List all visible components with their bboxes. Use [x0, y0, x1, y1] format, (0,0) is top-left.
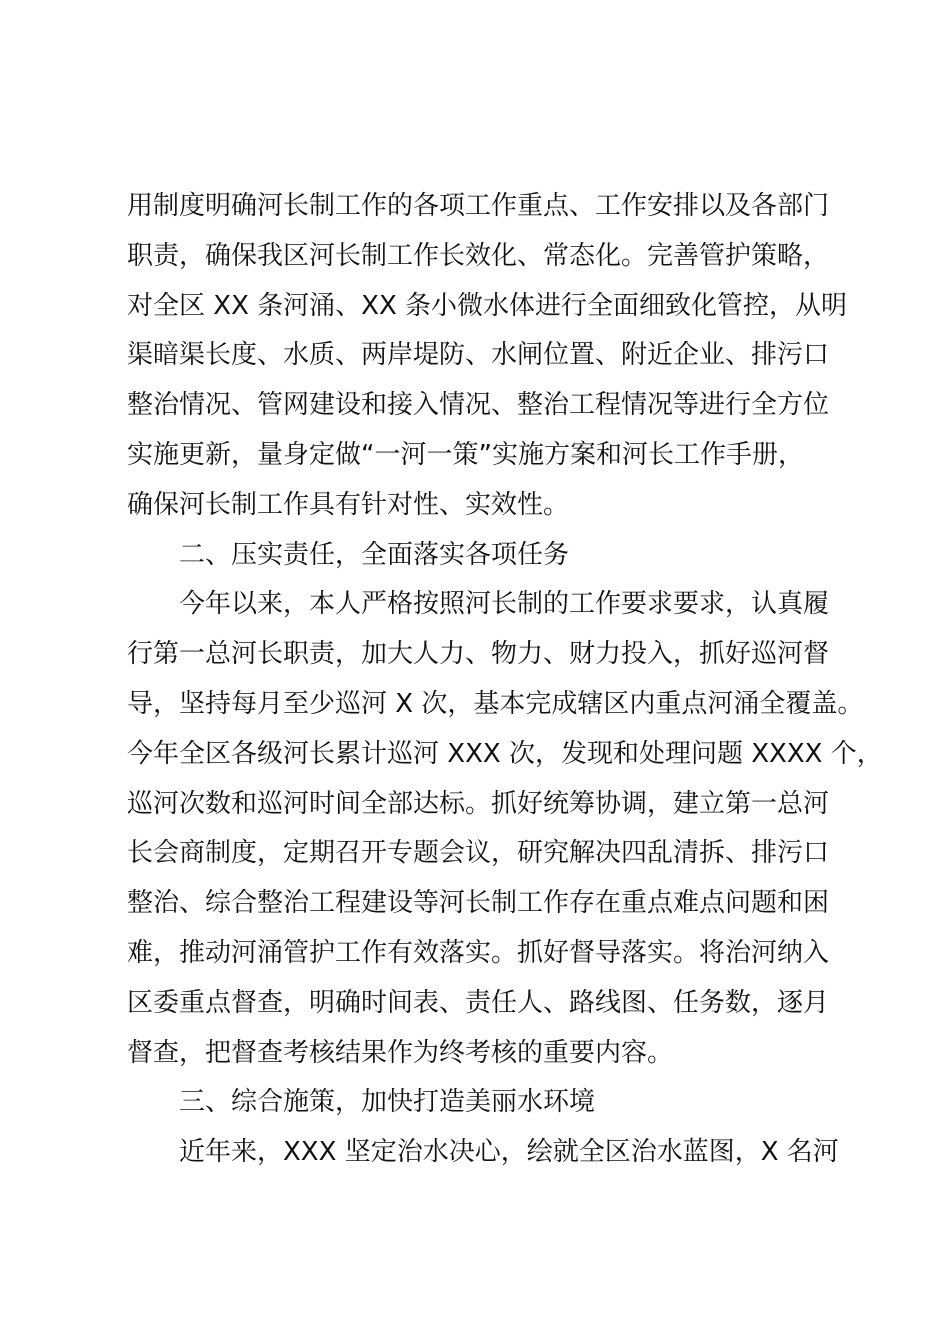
- text-line: 长会商制度，定期召开专题会议，研究解决四乱清拆、排污口: [127, 838, 830, 869]
- text-line: 整治、综合整治工程建设等河长制工作存在重点难点问题和困: [127, 888, 830, 919]
- text-line: 职责，确保我区河长制工作长效化、常态化。完善管护策略，: [127, 240, 830, 271]
- text-line: 巡河次数和巡河时间全部达标。抓好统筹协调，建立第一总河: [127, 788, 830, 819]
- text-line: 对全区 XX 条河涌、XX 条小微水体进行全面细致化管控，从明: [127, 290, 848, 321]
- text-line: 近年来，XXX 坚定治水决心，绘就全区治水蓝图，X 名河: [179, 1137, 839, 1168]
- text-line: 难，推动河涌管护工作有效落实。抓好督导落实。将治河纳入: [127, 937, 830, 968]
- text-line: 今年全区各级河长累计巡河 XXX 次，发现和处理问题 XXXX 个，: [127, 738, 883, 769]
- text-line: 用制度明确河长制工作的各项工作重点、工作安排以及各部门: [127, 191, 830, 221]
- text-line: 区委重点督查，明确时间表、责任人、路线图、任务数，逐月: [127, 987, 830, 1018]
- text-line: 督查，把督查考核结果作为终考核的重要内容。: [127, 1037, 674, 1068]
- text-line: 行第一总河长职责，加大人力、物力、财力投入，抓好巡河督: [127, 639, 830, 670]
- text-line: 整治情况、管网建设和接入情况、整治工程情况等进行全方位: [127, 390, 830, 421]
- text-line: 实施更新，量身定做“一河一策”实施方案和河长工作手册，: [127, 439, 804, 470]
- text-line: 渠暗渠长度、水质、两岸堤防、水闸位置、附近企业、排污口: [127, 340, 830, 371]
- text-line: 确保河长制工作具有针对性、实效性。: [127, 489, 570, 520]
- text-line: 二、压实责任，全面落实各项任务: [179, 539, 570, 570]
- document-body: [127, 182, 883, 1178]
- text-line: 三、综合施策，加快打造美丽水环境: [179, 1087, 596, 1118]
- text-line: 今年以来，本人严格按照河长制的工作要求要求，认真履: [179, 589, 830, 620]
- text-line: 导，坚持每月至少巡河 X 次，基本完成辖区内重点河涌全覆盖。: [127, 688, 864, 719]
